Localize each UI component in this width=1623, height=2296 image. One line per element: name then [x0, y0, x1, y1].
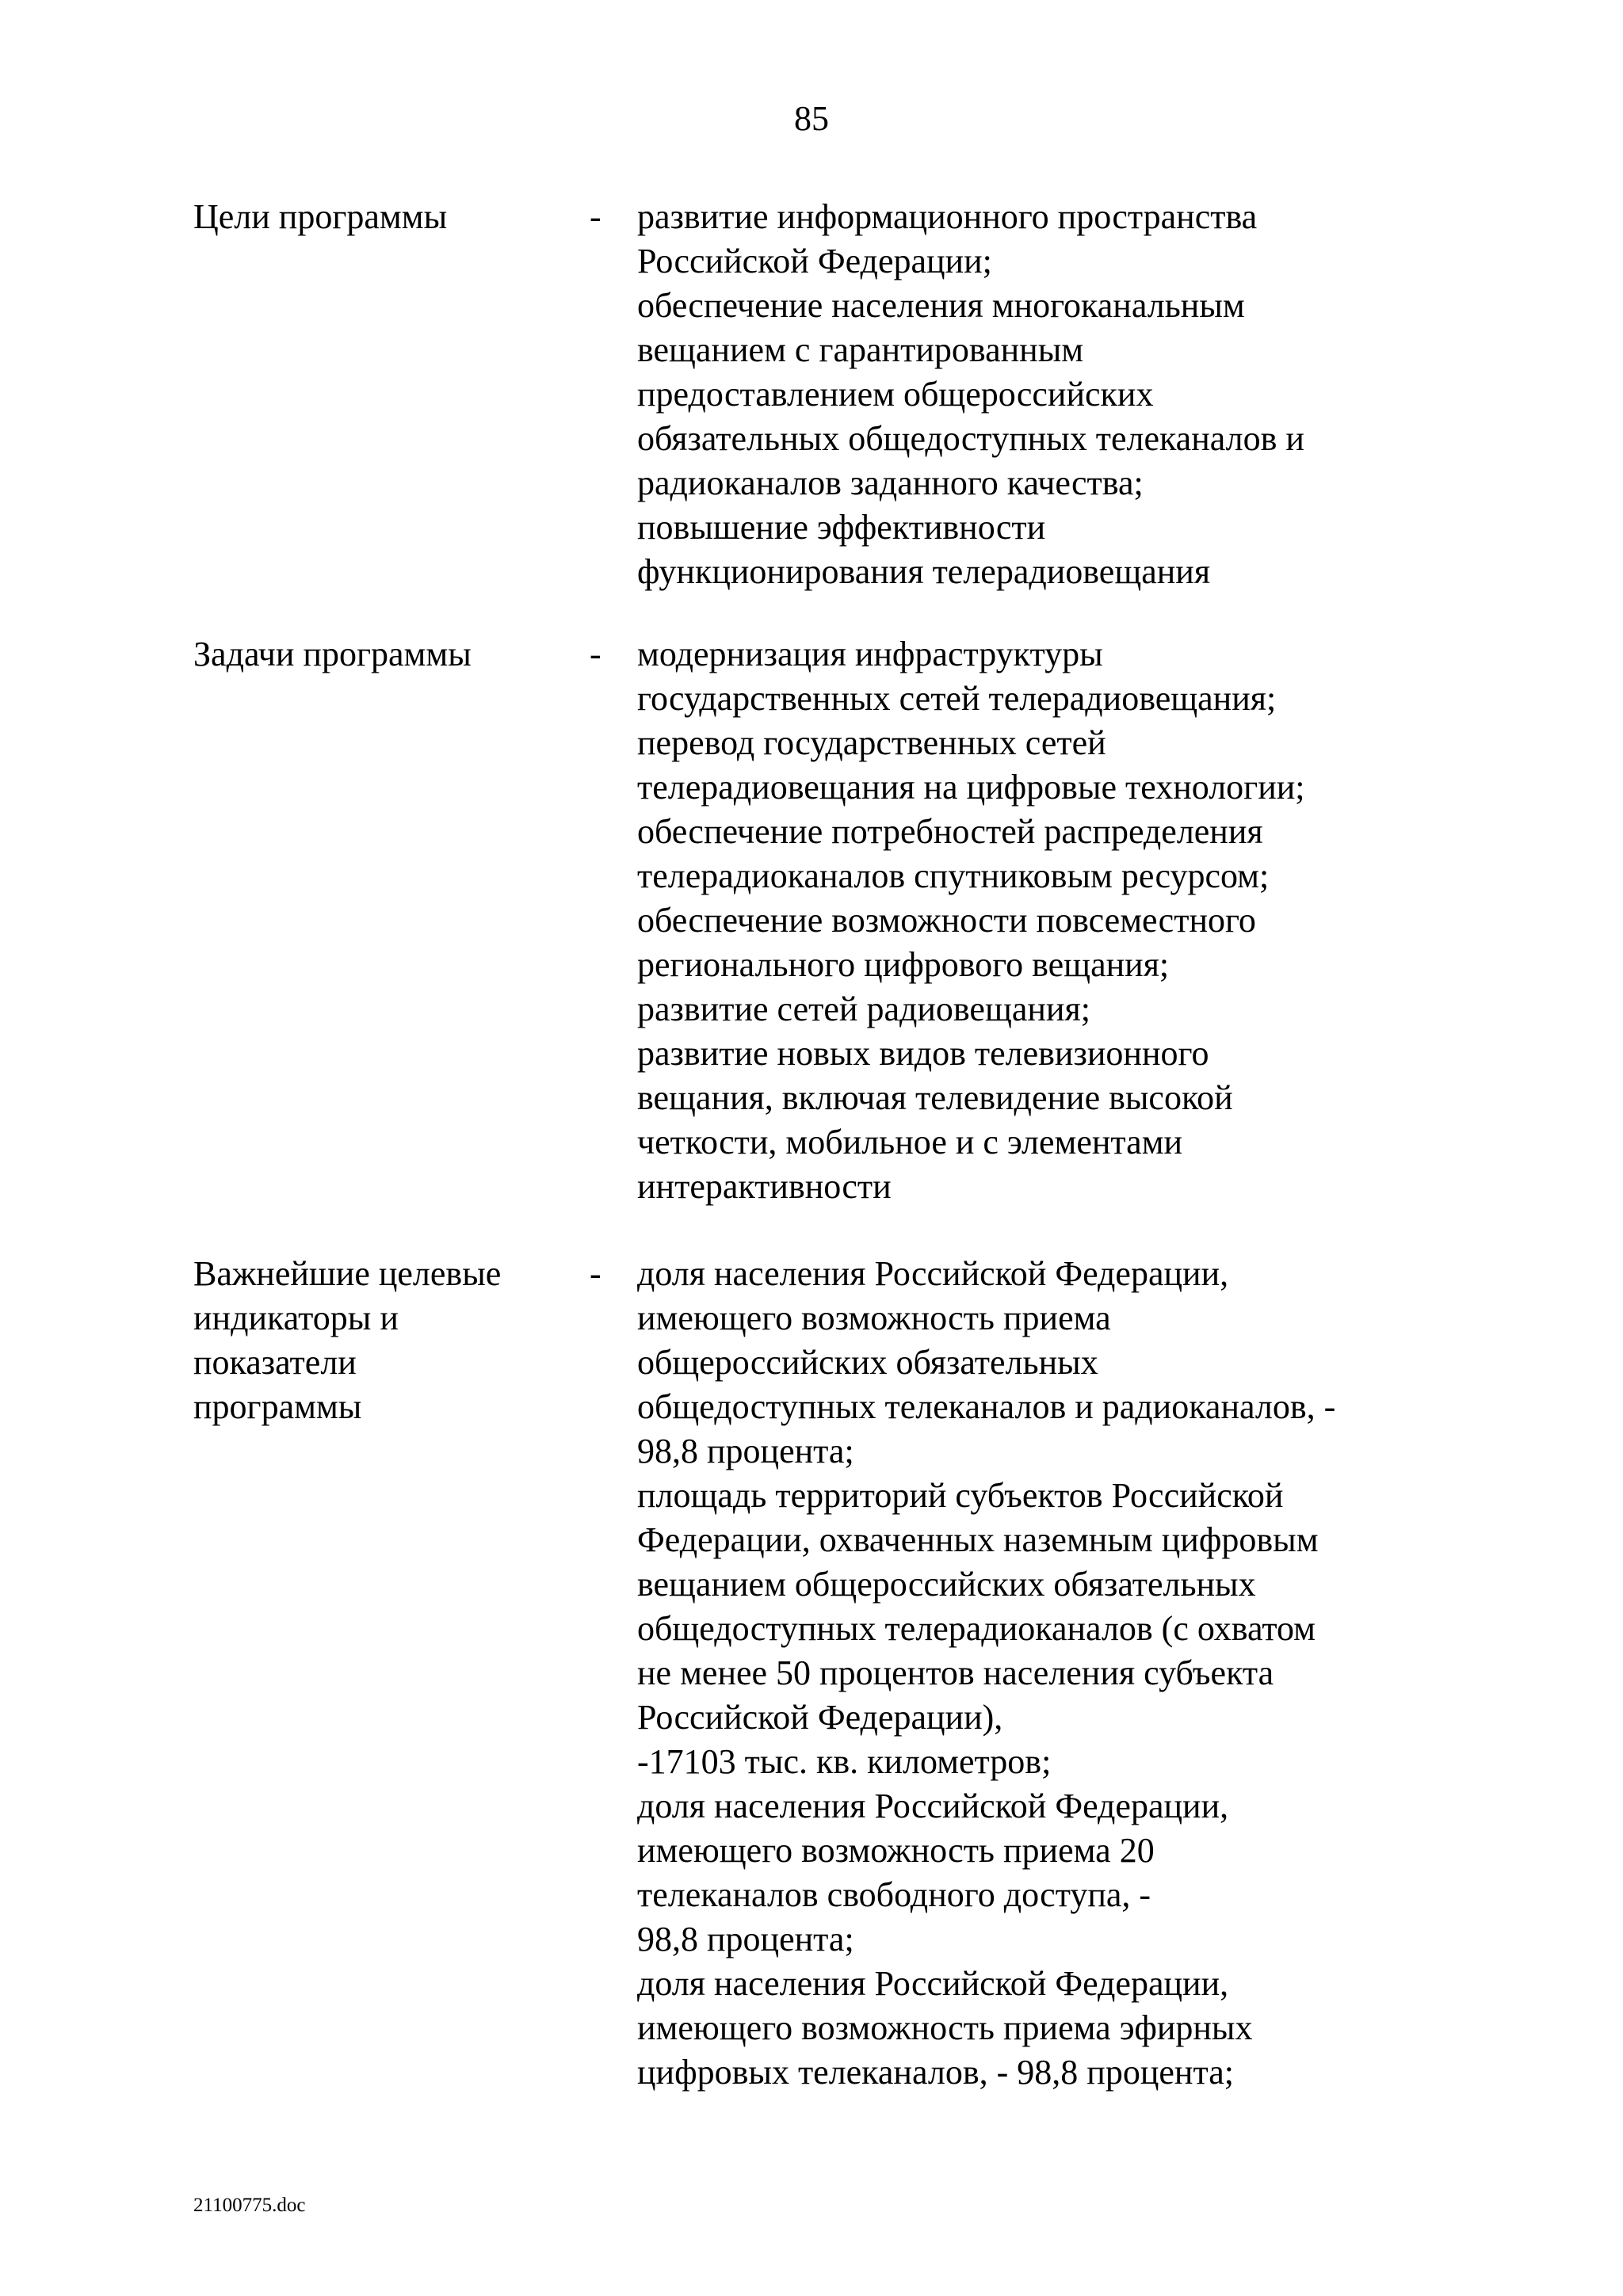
text-line: не менее 50 процентов населения субъекта — [637, 1653, 1274, 1692]
text-line: площадь территорий субъектов Российской — [637, 1476, 1284, 1515]
text-line: радиоканалов заданного качества; — [637, 463, 1144, 502]
text-line: доля населения Российской Федерации, — [637, 1964, 1229, 2003]
text-line: Российской Федерации), — [637, 1698, 1003, 1737]
text-line: интерактивности — [637, 1167, 892, 1206]
text-line: регионального цифрового вещания; — [637, 945, 1170, 984]
text-line: доля населения Российской Федерации, — [637, 1787, 1229, 1825]
text-line: телерадиовещания на цифровые технологии; — [637, 768, 1305, 807]
text-line: имеющего возможность приема 20 — [637, 1831, 1155, 1870]
document-filename: 21100775.doc — [193, 2195, 306, 2216]
dash-separator: - — [590, 1254, 601, 1293]
program-goals-label — [193, 195, 566, 239]
text-line: Федерации, охваченных наземным цифровым — [637, 1520, 1319, 1559]
program-indicators-label — [193, 1252, 566, 1429]
text-line: 98,8 процента; — [637, 1920, 854, 1958]
text-line: телеканалов свободного доступа, - — [637, 1875, 1151, 1914]
text-line: цифровых телеканалов, - 98,8 процента; — [637, 2053, 1234, 2092]
text-line: обеспечение населения многоканальным — [637, 286, 1245, 325]
label-line: Задачи программы — [193, 635, 472, 673]
text-line: развитие сетей радиовещания; — [637, 990, 1090, 1028]
label-line: показатели — [193, 1343, 357, 1382]
text-line: 98,8 процента; — [637, 1432, 854, 1470]
text-line: развитие новых видов телевизионного — [637, 1034, 1209, 1073]
text-line: обеспечение возможности повсеместного — [637, 901, 1256, 940]
text-line: имеющего возможность приема эфирных — [637, 2008, 1253, 2047]
text-line: обеспечение потребностей распределения — [637, 812, 1263, 851]
text-line: обязательных общедоступных телеканалов и — [637, 419, 1304, 458]
text-line: развитие информационного пространства — [637, 197, 1258, 236]
label-line: Важнейшие целевые — [193, 1254, 502, 1293]
text-line: четкости, мобильное и с элементами — [637, 1123, 1183, 1161]
text-line: общероссийских обязательных — [637, 1343, 1098, 1382]
text-line: вещания, включая телевидение высокой — [637, 1078, 1233, 1117]
text-line: телерадиоканалов спутниковым ресурсом; — [637, 856, 1270, 895]
program-tasks-label — [193, 632, 566, 677]
text-line: общедоступных телерадиоканалов (с охватом — [637, 1609, 1316, 1648]
text-line: общедоступных телеканалов и радиоканалов, - — [637, 1387, 1336, 1426]
page-number: 85 — [794, 99, 829, 138]
text-line: вещанием с гарантированным — [637, 330, 1084, 369]
text-line: функционирования телерадиовещания — [637, 552, 1211, 591]
text-line: доля населения Российской Федерации, — [637, 1254, 1229, 1293]
text-line: повышение эффективности — [637, 508, 1046, 547]
text-line: модернизация инфраструктуры — [637, 635, 1103, 673]
text-line: -17103 тыс. кв. километров; — [637, 1742, 1052, 1781]
label-line: программы — [193, 1387, 362, 1426]
text-line: имеющего возможность приема — [637, 1299, 1111, 1337]
text-line: вещанием общероссийских обязательных — [637, 1565, 1256, 1604]
text-line: Российской Федерации; — [637, 242, 992, 280]
program-goals-text — [637, 195, 1445, 594]
program-indicators-text — [637, 1252, 1445, 2095]
dash-separator: - — [590, 635, 601, 673]
program-tasks-text — [637, 632, 1445, 1209]
label-line: Цели программы — [193, 197, 448, 236]
text-line: государственных сетей телерадиовещания; — [637, 679, 1277, 718]
text-line: перевод государственных сетей — [637, 723, 1106, 762]
label-line: индикаторы и — [193, 1299, 399, 1337]
text-line: предоставлением общероссийских — [637, 375, 1154, 414]
dash-separator: - — [590, 197, 601, 236]
